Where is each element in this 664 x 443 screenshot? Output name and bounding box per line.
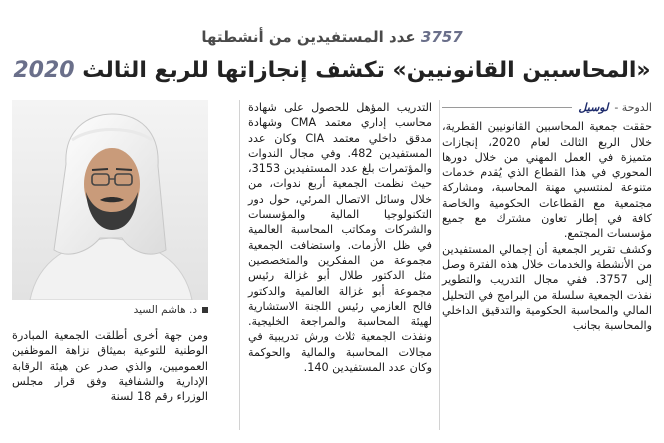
paragraph: وكشف تقرير الجمعية أن إجمالي المستفيدين من الأنشطة والخدمات خلال هذه الفترة وصل إلى 3757. ففي مجال التدريب والتطوير نفذت الجمعية سلسلة من البرامج في التحليل المالي والمحاسبة الحكومية والتدقيق الداخلي والمحاسبة بجانب [442,242,653,333]
caption-marker-icon [202,307,208,313]
portrait-photo [12,100,208,300]
dateline [442,100,652,115]
paragraph: التدريب المؤهل للحصول على شهادة محاسب إداري معتمد CMA وشهادة مدقق داخلي معتمد CIA وكان عدد المستفيدين 482. وفي مجال الندوات والمؤتمرات بلغ عدد المستفيدين 3153، حيث نظمت الجمعية أربع ندوات، من خلال وسائل الاتصال المرئي، حول دور التكنولوجيا المالية والمؤسسات والشركات ومكاتب المحاسبة العالمية في ظل الأزمات. واستضافت الجمعية مجموعة من المفكرين والمتخصصين مثل الدكتور طلال أبو غزالة رئيس مجموعة أبو غزالة العالمية والدكتور فالح العازمي رئيس اللجنة الاستشارية لهيئة المحاسبة والمراجعة الخليجية. ونفذت الجمعية ثلاث ورش تدريبية في مجالات المحاسبة والمالية والحوكمة وكان عدد المستفيدين 140. [248,101,433,375]
dateline-rule [442,107,572,108]
headline-text: «المحاسبين القانونيين» تكشف إنجازاتها للربع الثالث [82,58,651,83]
paragraph: ومن جهة أخرى أطلقت الجمعية المبادرة الوطنية للتوعية بميثاق نزاهة الموظفين العموميين، والذي صدر عن هيئة الرقابة الإدارية والشفافية وفق قرار مجلس الوزراء رقم 18 لسنة [12,329,208,404]
dateline-source: لوسيل [578,101,609,114]
column-divider [439,100,440,430]
article-column-middle [248,100,432,375]
column-divider [239,100,240,430]
photo-caption [12,302,208,318]
headline [10,58,654,83]
caption-text: د. هاشم السيد [133,304,197,316]
kicker-number: 3757 [420,28,463,46]
paragraph: حققت جمعية المحاسبين القانونيين القطرية، خلال الربع الثالث لعام 2020، إنجازات متميزة في العمل المهني من خلال دورها المحوري في هذا القطاع الذي يُقدم خدمات متنوعة لمنتسبي مهنة المحاسبة، ومشاركة مجتمعية مع القطاعات الحكومية والخاصة كافة في إطار تعاون مشترك مع جميع مؤسسات المجتمع. [442,120,652,241]
kicker [0,28,664,46]
article-column-left [12,328,208,404]
kicker-text: عدد المستفيدين من أنشطتها [201,28,416,46]
person-portrait-icon [12,100,208,300]
headline-year: 2020 [13,58,75,83]
dateline-city: الدوحة - [614,101,652,114]
article-column-right [442,100,652,333]
